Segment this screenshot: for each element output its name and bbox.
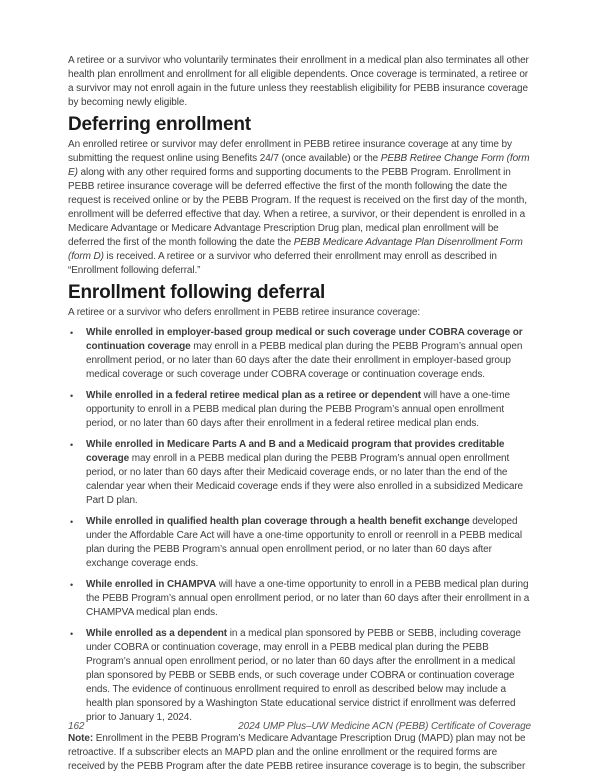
note-paragraph: Note: Enrollment in the PEBB Program’s Medicare Advantage Prescription Drug (MAPD) plan may not be retroactive. If a subscriber elects an MAPD plan and the online enrollment or the required forms are received by the PEBB Program after the date PEBB retiree insurance coverage is to begin, the subscriber <box>68 733 526 772</box>
bullet-text: While enrolled in employer-based group medical or such coverage under COBRA coverage or continuation coverage may enroll in a PEBB medical plan during the PEBB Program’s annual open enrollment period, or no later than 60 days after the date their enrollment in employer-based group medical coverage or such coverage under COBRA coverage or continuation coverage ends. <box>86 327 523 380</box>
bullet-text: While enrolled in qualified health plan coverage through a health benefit exchange developed under the Affordable Care Act will have a one-time opportunity to enroll or reenroll in a PEBB medical plan during the PEBB Program’s annual open enrollment period, or no later than 60 days after exchange coverage ends. <box>86 516 522 569</box>
page-footer <box>68 720 531 734</box>
bullet-icon: • <box>70 517 74 527</box>
footer-title: 2024 UMP Plus–UW Medicine ACN (PEBB) Certificate of Coverage <box>238 721 531 732</box>
bullet-text: While enrolled in CHAMPVA will have a one-time opportunity to enroll in a PEBB medical plan during the PEBB Program’s annual open enrollment period, or no later than 60 days after their enrollment in a CHAMPVA medical plan ends. <box>86 579 530 618</box>
bullet-icon: • <box>70 391 74 401</box>
bullet-text: While enrolled as a dependent in a medical plan sponsored by PEBB or SEBB, including coverage under COBRA or continuation coverage, may enroll in a PEBB medical plan during the PEBB Program’s annual open enrollment period, or no later than 60 days after the enrollment in a medical plan sponsored by PEBB or SEBB ends, or such coverage under COBRA or continuation coverage ends. The evidence of continuous enrollment required to enroll as described below may include a health plan sponsored by a Washington State educational service district if enrollment was deferred prior to January 1, 2024. <box>86 628 521 723</box>
bullet-item-champva <box>68 578 531 620</box>
bullet-item-enrolled-as-dependent <box>68 627 531 725</box>
lead-paragraph: A retiree or a survivor who defers enrollment in PEBB retiree insurance coverage: <box>68 307 421 318</box>
bullet-icon: • <box>70 629 74 639</box>
bullet-item-employer-based-group-medical <box>68 326 531 382</box>
heading-deferring-enrollment: Deferring enrollment <box>68 114 251 135</box>
bullet-text: While enrolled in Medicare Parts A and B and a Medicaid program that provides creditable coverage may enroll in a PEBB medical plan during the PEBB Program’s annual open enrollment period, or no later than 60 days after their Medicaid coverage ends, or no later than the end of the calendar year when their Medicaid coverage ends if they were also enrolled in a subsidized Medicare Part D plan. <box>86 439 524 506</box>
intro-paragraph: A retiree or a survivor who voluntarily terminates their enrollment in a medical plan also terminates all other health plan enrollment and enrollment for all eligible dependents. Once coverage is terminated, a retiree or a survivor may not enroll again in the future unless they reestablish eligibility for PEBB insurance coverage by becoming newly eligible. <box>68 55 529 108</box>
deferring-paragraph: An enrolled retiree or survivor may defer enrollment in PEBB retiree insurance coverage at any time by submitting the request online using Benefits 24/7 (once available) or the PEBB Retiree Change Form (form E) along with any other required forms and supporting documents to the PEBB Program. Enrollment in PEBB retiree insurance coverage will be deferred effective the first of the month following the date the request is received online or by the PEBB Program. If the request is received on the first day of the month, enrollment will be deferred effective that day. When a retiree, a survivor, or their dependent is enrolled in a Medicare Advantage or Medicare Advantage Prescription Drug plan, medical plan enrollment will be deferred the first of the month following the date the PEBB Medicare Advantage Plan Disenrollment Form (form D) is received. A retiree or a survivor who deferred their enrollment may enroll as described in “Enrollment following deferral.” <box>68 139 530 276</box>
bullet-text: While enrolled in a federal retiree medical plan as a retiree or dependent will have a one-time opportunity to enroll in a PEBB medical plan during the PEBB Program’s annual open enrollment period, or no later than 60 days after their enrollment in a federal retiree medical plan ends. <box>86 390 510 429</box>
bullet-item-health-benefit-exchange <box>68 515 531 571</box>
page-number: 162 <box>68 721 85 732</box>
bullet-icon: • <box>70 328 74 338</box>
bullet-item-federal-retiree-medical-plan <box>68 389 531 431</box>
bullet-item-medicare-parts-a-b-medicaid <box>68 438 531 508</box>
bullet-icon: • <box>70 580 74 590</box>
bullet-icon: • <box>70 440 74 450</box>
bullet-list <box>68 326 531 725</box>
heading-enrollment-following-deferral: Enrollment following deferral <box>68 282 326 303</box>
